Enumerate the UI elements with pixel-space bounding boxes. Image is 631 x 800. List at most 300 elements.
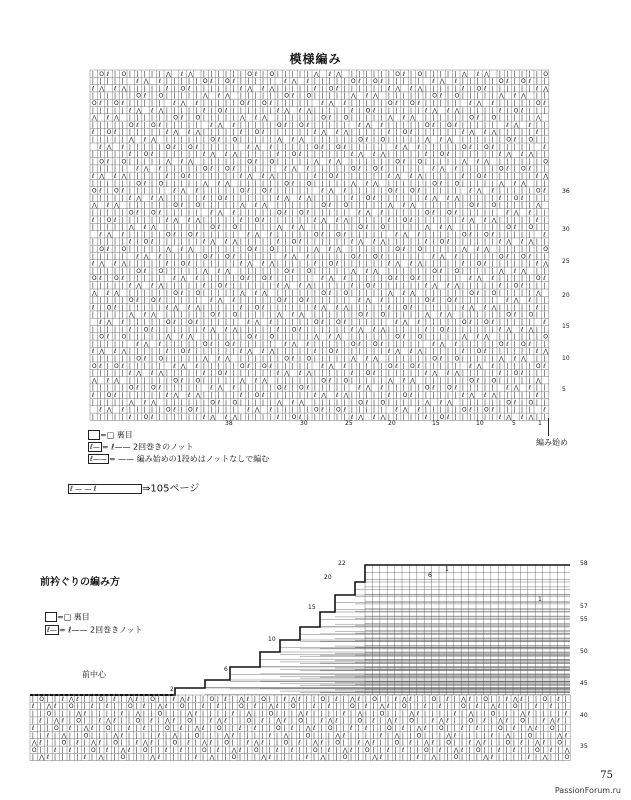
stitch-symbol: ⋀ [68,695,74,703]
stitch-symbol: | [106,100,109,108]
stitch-symbol: ℓ [291,311,295,319]
stitch-symbol: | [343,92,346,100]
stitch-symbol: O [498,340,504,348]
stitch-symbol: | [328,224,331,232]
stitch-symbol: | [372,710,375,718]
stitch-symbol: | [513,70,516,78]
stitch-symbol: | [498,348,501,356]
stitch-symbol: | [506,304,509,312]
stitch-symbol: | [217,100,220,108]
stitch-symbol: | [424,260,427,268]
stitch-symbol: | [365,165,368,173]
stitch-symbol: | [239,732,242,740]
stitch-symbol: O [180,173,186,181]
stitch-symbol: | [505,710,508,718]
stitch-symbol: | [105,732,108,740]
stitch-symbol: | [173,238,176,246]
stitch-symbol: | [513,85,516,93]
stitch-symbol: | [209,725,212,733]
stitch-symbol: O [202,78,208,86]
stitch-symbol: ⋀ [454,282,460,290]
stitch-symbol: ⋀ [410,289,415,297]
stitch-symbol: ℓ [417,275,420,283]
stitch-symbol: | [299,143,302,151]
stitch-symbol: ℓ [350,413,354,421]
stitch-symbol: | [232,289,235,297]
stitch-symbol: | [431,725,434,733]
stitch-symbol: | [195,209,198,217]
stitch-symbol: ⋀ [99,260,105,268]
stitch-symbol: | [172,754,175,762]
stitch-symbol: ℓ [394,695,397,703]
stitch-symbol: | [239,209,242,217]
stitch-symbol: | [91,180,94,188]
stitch-symbol: | [350,143,353,151]
stitch-symbol: ℓ [254,377,258,385]
stitch-symbol: ℓ [543,100,546,108]
stitch-symbol: O [136,180,141,188]
stitch-symbol: ℓ [262,304,265,312]
stitch-symbol: | [535,695,538,703]
stitch-symbol: O [557,739,562,747]
stitch-symbol: | [136,216,139,224]
stitch-symbol: ⋀ [454,194,460,202]
stitch-symbol: | [491,136,494,144]
stitch-symbol: | [498,216,501,224]
stitch-symbol: ℓ [402,70,406,78]
stitch-symbol: O [158,267,164,275]
stitch-symbol: | [121,370,124,378]
stitch-symbol: | [336,202,339,210]
stitch-symbol: O [535,275,541,283]
stitch-symbol: | [313,107,316,115]
stitch-symbol: | [99,107,102,115]
stitch-symbol: | [410,333,413,341]
stitch-symbol: O [484,319,489,327]
stitch-symbol: | [373,173,376,181]
stitch-symbol: | [276,129,279,137]
stitch-symbol: O [121,333,127,341]
stitch-symbol: | [106,399,109,407]
stitch-symbol: | [283,754,286,762]
stitch-symbol: | [150,703,153,711]
stitch-symbol: ℓ [180,158,184,166]
stitch-symbol: | [416,739,419,747]
step-number: 6 [428,572,432,579]
stitch-symbol: ℓ [328,70,332,78]
stitch-symbol: | [432,319,435,327]
stitch-symbol: | [276,362,279,370]
stitch-symbol: | [247,136,250,144]
stitch-symbol: ℓ [217,267,221,275]
stitch-symbol: ⋀ [114,202,119,210]
stitch-symbol: | [276,187,279,195]
stitch-symbol: | [395,311,398,319]
stitch-symbol: | [461,717,464,725]
stitch-symbol: | [210,143,213,151]
stitch-symbol: ℓ [121,187,124,195]
stitch-symbol: | [157,746,160,754]
stitch-symbol: | [358,275,361,283]
stitch-symbol: ⋀ [136,194,142,202]
stitch-symbol: ℓ [498,282,502,290]
stitch-symbol: ⋀ [246,710,252,718]
stitch-symbol: | [188,297,191,305]
stitch-symbol: | [246,754,249,762]
stitch-symbol: | [336,78,339,86]
stitch-symbol: O [269,158,275,166]
stitch-symbol: | [506,194,509,202]
stitch-symbol: | [528,70,531,78]
stitch-symbol: | [217,289,220,297]
stitch-symbol: | [136,187,139,195]
stitch-symbol: ℓ [306,384,309,392]
stitch-symbol: | [150,725,153,733]
stitch-symbol: ℓ [402,289,406,297]
stitch-symbol: | [432,348,435,356]
stitch-symbol: | [535,151,538,159]
stitch-symbol: | [239,340,242,348]
stitch-symbol: | [269,340,272,348]
stitch-symbol: | [543,78,546,86]
stitch-symbol: ⋀ [254,319,260,327]
stitch-symbol: | [402,362,405,370]
stitch-symbol: | [394,754,397,762]
stitch-symbol: O [305,732,311,740]
stitch-symbol: | [121,107,124,115]
stitch-symbol: | [491,297,494,305]
stitch-symbol: | [542,746,545,754]
stitch-symbol: | [513,216,516,224]
stitch-symbol: ℓ [128,326,132,334]
stitch-symbol: | [239,70,242,78]
stitch-symbol: O [158,180,164,188]
stitch-symbol: | [99,326,102,334]
stitch-symbol: | [99,304,102,312]
stitch-symbol: | [484,238,487,246]
stitch-symbol: ℓ [447,238,450,246]
stitch-symbol: | [254,165,257,173]
stitch-symbol: ⋀ [447,136,452,144]
stitch-symbol: O [336,143,341,151]
stitch-symbol: | [513,143,516,151]
stitch-symbol: ℓ [136,78,139,86]
stitch-symbol: ℓ [446,717,449,725]
stitch-symbol: ℓ [343,187,346,195]
stitch-symbol: | [498,158,501,166]
stitch-symbol: ℓ [306,253,309,261]
stitch-symbol: ℓ [239,392,243,400]
stitch-symbol: ⋀ [195,304,201,312]
stitch-symbol: ℓ [210,253,213,261]
stitch-symbol: | [68,710,71,718]
stitch-symbol: | [114,282,117,290]
stitch-symbol: O [217,194,223,202]
stitch-symbol: | [491,355,494,363]
stitch-symbol: | [99,253,102,261]
stitch-symbol: | [194,703,197,711]
stitch-symbol: ⋀ [276,136,282,144]
stitch-symbol: ℓ [439,92,443,100]
stitch-symbol: | [453,739,456,747]
stitch-symbol: | [151,143,154,151]
stitch-symbol: O [409,717,414,725]
stitch-symbol: | [401,717,404,725]
stitch-symbol: | [535,209,538,217]
stitch-symbol: | [520,754,523,762]
stitch-symbol: | [365,289,368,297]
stitch-symbol: ⋀ [106,406,112,414]
stitch-symbol: | [461,267,464,275]
stitch-symbol: ℓ [262,216,265,224]
stitch-symbol: | [380,129,383,137]
stitch-symbol: | [306,406,309,414]
stitch-symbol: | [136,238,139,246]
stitch-symbol: | [99,297,102,305]
stitch-symbol: | [484,194,487,202]
stitch-symbol: O [128,297,134,305]
stitch-symbol: ℓ [424,151,428,159]
stitch-symbol: O [513,282,519,290]
stitch-symbol: ℓ [313,725,316,733]
stitch-symbol: ℓ [343,275,346,283]
stitch-symbol: | [291,392,294,400]
stitch-symbol: ℓ [498,326,502,334]
stitch-symbol: | [410,282,413,290]
stitch-symbol: O [31,746,37,754]
stitch-symbol: | [483,703,486,711]
stitch-symbol: | [491,311,494,319]
stitch-symbol: | [424,695,427,703]
stitch-symbol: | [39,710,42,718]
stitch-symbol: ℓ [431,739,434,747]
stitch-symbol: ℓ [513,399,517,407]
stitch-symbol: | [395,209,398,217]
stitch-symbol: | [284,413,287,421]
stitch-symbol: | [521,224,524,232]
stitch-symbol: | [328,311,331,319]
stitch-symbol: | [306,333,309,341]
stitch-symbol: | [113,725,116,733]
stitch-symbol: ℓ [276,194,280,202]
stitch-symbol: | [136,70,139,78]
stitch-symbol: | [54,710,57,718]
stitch-symbol: | [225,129,228,137]
stitch-symbol: ℓ [476,70,480,78]
stitch-symbol: ⋀ [373,267,378,275]
chart2-row-number: 55 [580,616,588,623]
stitch-symbol: | [114,238,117,246]
stitch-symbol: | [342,695,345,703]
stitch-symbol: | [188,151,191,159]
stitch-symbol: ℓ [284,297,287,305]
stitch-symbol: | [387,267,390,275]
stitch-symbol: | [453,703,456,711]
stitch-symbol: ⋀ [549,717,555,725]
stitch-symbol: ℓ [543,187,546,195]
stitch-symbol: ⋀ [284,282,290,290]
stitch-symbol: ⋀ [327,717,333,725]
stitch-symbol: | [83,746,86,754]
stitch-symbol: ℓ [513,355,517,363]
stitch-symbol: ℓ [454,209,457,217]
stitch-symbol: | [447,348,450,356]
stitch-symbol: | [195,326,198,334]
stitch-symbol: ℓ [365,355,369,363]
stitch-symbol: | [225,304,228,312]
stitch-symbol: | [343,260,346,268]
stitch-symbol: | [373,319,376,327]
stitch-symbol: | [239,151,242,159]
stitch-symbol: | [343,224,346,232]
stitch-symbol: | [128,754,131,762]
stitch-symbol: | [387,326,390,334]
stitch-symbol: ℓ [542,739,545,747]
stitch-symbol: | [491,209,494,217]
stitch-symbol: | [424,289,427,297]
stitch-symbol: | [484,224,487,232]
stitch-symbol: | [210,158,213,166]
stitch-symbol: | [527,703,530,711]
stitch-symbol: ℓ [475,725,479,733]
stitch-symbol: O [209,695,215,703]
stitch-symbol: ⋀ [276,224,282,232]
stitch-symbol: ℓ [343,231,346,239]
stitch-symbol: | [61,754,64,762]
stitch-symbol: | [232,348,235,356]
stitch-symbol: | [387,107,390,115]
stitch-symbol: ⋀ [432,370,438,378]
stitch-symbol: | [513,275,516,283]
stitch-symbol: ⋀ [299,136,304,144]
stitch-symbol: | [402,326,405,334]
stitch-symbol: | [306,289,309,297]
stitch-symbol: | [512,754,515,762]
stitch-symbol: ℓ [284,253,287,261]
stitch-symbol: ⋀ [543,85,549,93]
stitch-symbol: | [328,151,331,159]
stitch-symbol: ℓ [254,246,258,254]
stitch-symbol: ℓ [358,297,361,305]
stitch-symbol: | [461,121,464,129]
stitch-symbol: ℓ [410,216,413,224]
stitch-symbol: | [142,732,145,740]
stitch-symbol: ℓ [232,78,235,86]
stitch-symbol: ⋀ [409,710,415,718]
stitch-symbol: | [410,399,413,407]
stitch-symbol: | [172,725,175,733]
stitch-symbol: O [246,717,252,725]
stitch-symbol: ⋀ [336,158,341,166]
stitch-symbol: | [262,384,265,392]
stitch-symbol: ℓ [528,297,531,305]
stitch-symbol: | [439,297,442,305]
stitch-symbol: | [165,253,168,261]
stitch-symbol: ℓ [254,202,258,210]
stitch-symbol: | [416,703,419,711]
stitch-symbol: | [432,85,435,93]
stitch-symbol: | [128,392,131,400]
stitch-symbol: | [336,107,339,115]
stitch-symbol: | [91,717,94,725]
pattern-chart-grid [88,68,558,428]
stitch-symbol: | [453,725,456,733]
stitch-symbol: | [291,333,294,341]
stitch-symbol: ⋀ [424,311,430,319]
stitch-symbol: O [358,136,363,144]
stitch-symbol: | [313,267,316,275]
stitch-symbol: O [298,717,303,725]
stitch-symbol: | [158,202,161,210]
stitch-symbol: | [158,100,161,108]
stitch-symbol: ℓ [306,121,309,129]
chart1-col-number: 5 [512,420,516,427]
stitch-symbol: | [217,231,220,239]
stitch-symbol: | [188,413,191,421]
stitch-symbol: ℓ [402,377,406,385]
stitch-symbol: O [410,275,415,283]
stitch-symbol: ⋀ [188,70,193,78]
stitch-symbol: | [284,202,287,210]
stitch-symbol: | [247,340,250,348]
stitch-symbol: | [165,413,168,421]
stitch-symbol: | [217,246,220,254]
stitch-symbol: | [276,158,279,166]
stitch-symbol: | [173,297,176,305]
stitch-symbol: ℓ [298,695,301,703]
stitch-symbol: | [276,289,279,297]
stitch-symbol: ⋀ [173,392,179,400]
stitch-symbol: ℓ [61,695,64,703]
stitch-symbol: | [447,355,450,363]
stitch-symbol: ℓ [416,754,420,762]
stitch-symbol: | [276,246,279,254]
stitch-symbol: ℓ [180,114,184,122]
stitch-symbol: | [254,100,257,108]
stitch-symbol: | [543,311,546,319]
stitch-symbol: O [475,746,481,754]
stitch-symbol: | [521,85,524,93]
stitch-symbol: ℓ [143,267,147,275]
stitch-symbol: | [446,746,449,754]
stitch-symbol: | [380,362,383,370]
stitch-symbol: | [439,70,442,78]
stitch-symbol: | [484,413,487,421]
stitch-symbol: | [83,717,86,725]
stitch-symbol: ⋀ [513,384,519,392]
stitch-symbol: ℓ [195,100,198,108]
stitch-symbol: | [380,377,383,385]
stitch-symbol: | [306,413,309,421]
stitch-symbol: | [387,370,390,378]
stitch-symbol: | [535,297,538,305]
stitch-symbol: O [165,725,170,733]
stitch-symbol: | [99,224,102,232]
stitch-symbol: | [173,165,176,173]
stitch-symbol: | [306,260,309,268]
stitch-symbol: ⋀ [483,754,489,762]
stitch-symbol: | [432,275,435,283]
stitch-symbol: | [121,326,124,334]
stitch-symbol: ⋀ [490,703,496,711]
stitch-symbol: ℓ [506,121,509,129]
stitch-symbol: | [424,100,427,108]
stitch-symbol: | [128,260,131,268]
stitch-symbol: | [336,384,339,392]
stitch-symbol: | [469,151,472,159]
stitch-symbol: ℓ [387,173,391,181]
stitch-symbol: ⋀ [328,362,334,370]
